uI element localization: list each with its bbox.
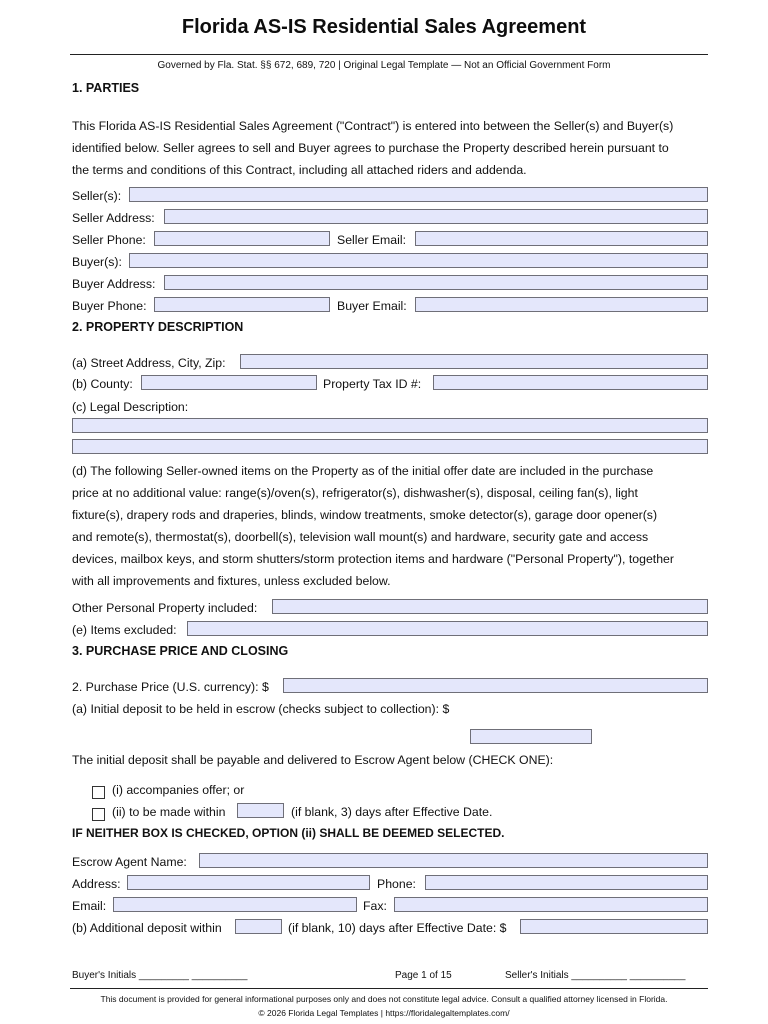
legal-description-field-2[interactable] — [72, 439, 708, 454]
option-i-label: (i) accompanies offer; or — [112, 783, 245, 797]
buyer-initials: Buyer's Initials _________ __________ — [72, 970, 248, 981]
purchase-price-field[interactable] — [283, 678, 708, 693]
county-field[interactable] — [141, 375, 317, 390]
additional-deposit-amount-field[interactable] — [520, 919, 708, 934]
page-subtitle: Governed by Fla. Stat. §§ 672, 689, 720 | Original Legal Template — Not an Official Government Form — [157, 60, 611, 71]
parties-intro-line: the terms and conditions of this Contract, including all attached riders and addenda. — [72, 163, 527, 177]
buyers-field[interactable] — [129, 253, 708, 268]
footer-disclaimer: This document is provided for general informational purposes only and does not constitute legal advice. Consult a qualified attorney licensed in Florida. — [100, 994, 668, 1004]
section-heading-property: 2. PROPERTY DESCRIPTION — [72, 320, 244, 334]
escrow-address-field[interactable] — [127, 875, 370, 890]
section-heading-purchase: 3. PURCHASE PRICE AND CLOSING — [72, 644, 289, 658]
seller-email-label: Seller Email: — [337, 233, 407, 247]
parties-intro-line: This Florida AS-IS Residential Sales Agreement ("Contract") is entered into between the Seller(s) and Buyer(s) — [72, 119, 674, 133]
escrow-agent-name-field[interactable] — [199, 853, 708, 868]
additional-deposit-days-field[interactable] — [235, 919, 282, 934]
legal-description-field-1[interactable] — [72, 418, 708, 433]
seller-address-field[interactable] — [164, 209, 708, 224]
buyer-phone-label: Buyer Phone: — [72, 299, 147, 313]
escrow-address-label: Address: — [72, 877, 121, 891]
purchase-price-label: 2. Purchase Price (U.S. currency): $ — [72, 680, 269, 694]
included-items-line: and remote(s), thermostat(s), doorbell(s), television wall mount(s) and hardware, security gate and access — [72, 530, 649, 544]
parties-intro-line: identified below. Seller agrees to sell and Buyer agrees to purchase the Property described herein pursuant to — [72, 141, 669, 155]
street-address-label: (a) Street Address, City, Zip: — [72, 356, 226, 370]
escrow-email-label: Email: — [72, 899, 107, 913]
items-excluded-field[interactable] — [187, 621, 708, 636]
buyer-address-field[interactable] — [164, 275, 708, 290]
seller-phone-field[interactable] — [154, 231, 330, 246]
escrow-phone-field[interactable] — [425, 875, 708, 890]
escrow-agent-name-label: Escrow Agent Name: — [72, 855, 187, 869]
escrow-fax-field[interactable] — [394, 897, 708, 912]
included-items-line: fixture(s), drapery rods and draperies, blinds, window treatments, smoke detector(s), garage door opener(s) — [72, 508, 658, 522]
other-property-field[interactable] — [272, 599, 708, 614]
included-items-line: (d) The following Seller-owned items on the Property as of the initial offer date are included in the purchase — [72, 464, 654, 478]
included-items-line: price at no additional value: range(s)/oven(s), refrigerator(s), dishwasher(s), disposal, ceiling fan(s), light — [72, 486, 638, 500]
seller-initials: Seller's Initials __________ __________ — [505, 970, 686, 981]
section-heading-parties: 1. PARTIES — [72, 81, 140, 95]
tax-id-field[interactable] — [433, 375, 708, 390]
neither-box-notice: IF NEITHER BOX IS CHECKED, OPTION (ii) SHALL BE DEEMED SELECTED. — [72, 826, 505, 840]
sellers-label: Seller(s): — [72, 189, 122, 203]
street-address-field[interactable] — [240, 354, 708, 369]
page-number: Page 1 of 15 — [395, 970, 452, 981]
sellers-field[interactable] — [129, 187, 708, 202]
option-ii-label: (ii) to be made within — [112, 805, 226, 819]
additional-deposit-label: (b) Additional deposit within — [72, 921, 222, 935]
seller-phone-label: Seller Phone: — [72, 233, 146, 247]
option-ii-suffix: (if blank, 3) days after Effective Date. — [291, 805, 493, 819]
included-items-line: with all improvements and fixtures, unless excluded below. — [72, 574, 391, 588]
deposit-payable-text: The initial deposit shall be payable and delivered to Escrow Agent below (CHECK ONE): — [72, 753, 554, 767]
buyer-email-label: Buyer Email: — [337, 299, 407, 313]
option-ii-checkbox[interactable] — [92, 808, 105, 821]
seller-address-label: Seller Address: — [72, 211, 155, 225]
items-excluded-label: (e) Items excluded: — [72, 623, 177, 637]
page-title: Florida AS-IS Residential Sales Agreement — [181, 16, 587, 38]
option-i-checkbox[interactable] — [92, 786, 105, 799]
buyer-phone-field[interactable] — [154, 297, 330, 312]
buyer-email-field[interactable] — [415, 297, 708, 312]
escrow-phone-label: Phone: — [377, 877, 416, 891]
option-ii-days-field[interactable] — [237, 803, 284, 818]
other-property-label: Other Personal Property included: — [72, 601, 258, 615]
footer-rule — [70, 988, 708, 989]
legal-description-label: (c) Legal Description: — [72, 400, 189, 414]
county-label: (b) County: — [72, 377, 133, 391]
initial-deposit-label: (a) Initial deposit to be held in escrow (checks subject to collection): $ — [72, 702, 450, 716]
escrow-fax-label: Fax: — [363, 899, 387, 913]
escrow-email-field[interactable] — [113, 897, 357, 912]
initial-deposit-field[interactable] — [470, 729, 592, 744]
header-rule — [70, 54, 708, 55]
footer-copyright: © 2026 Florida Legal Templates | https://floridalegaltemplates.com/ — [258, 1008, 510, 1018]
included-items-line: devices, mailbox keys, and storm shutters/storm protection items and hardware ("Personal Property"), together — [72, 552, 674, 566]
additional-deposit-suffix: (if blank, 10) days after Effective Date: $ — [288, 921, 507, 935]
buyer-address-label: Buyer Address: — [72, 277, 156, 291]
tax-id-label: Property Tax ID #: — [323, 377, 422, 391]
buyers-label: Buyer(s): — [72, 255, 122, 269]
seller-email-field[interactable] — [415, 231, 708, 246]
